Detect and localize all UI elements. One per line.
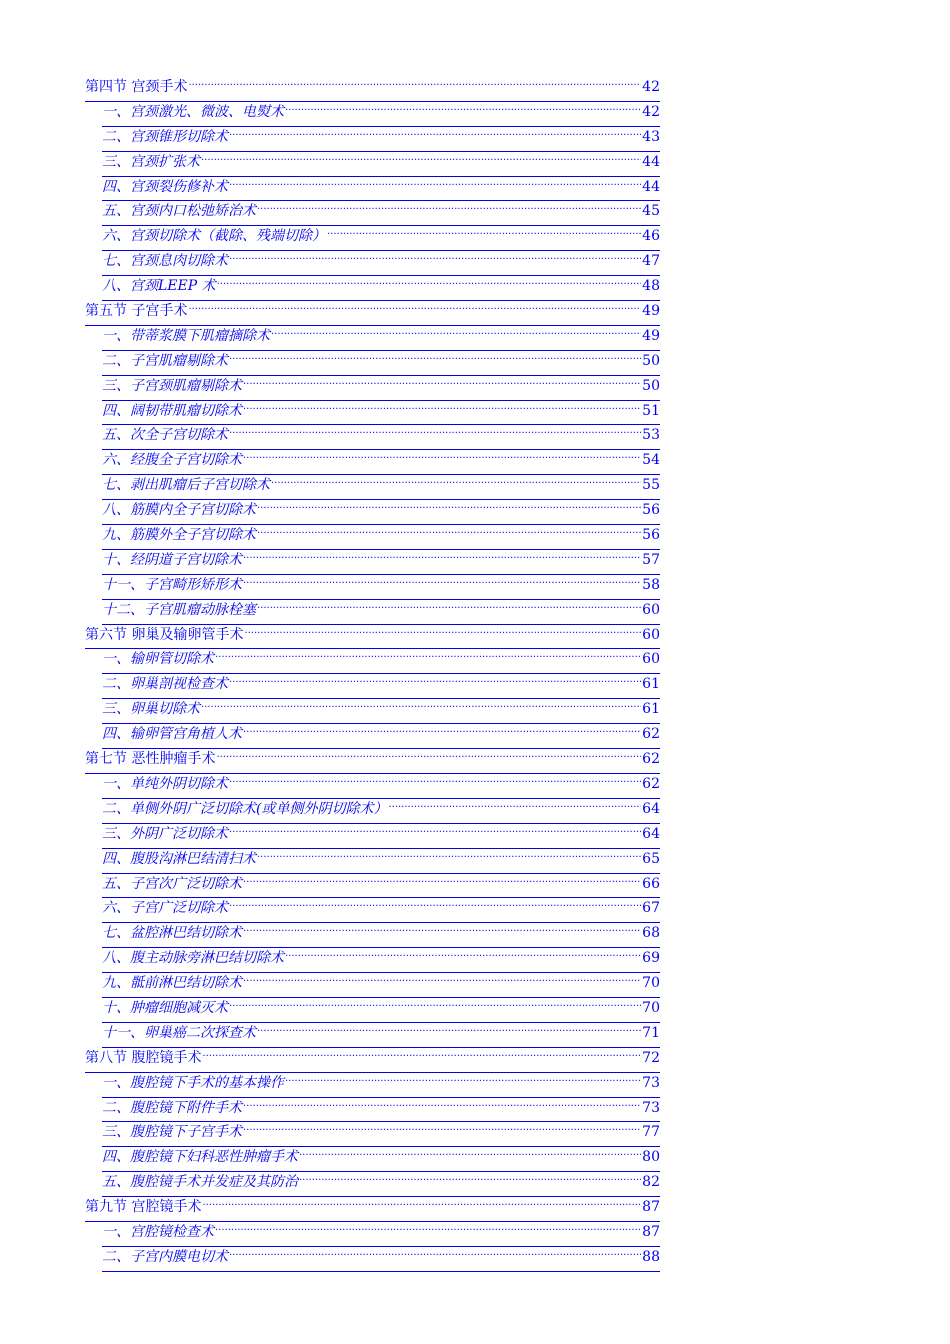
toc-item [85, 152, 660, 177]
toc-dot-leader [243, 450, 641, 464]
toc-item [85, 1172, 660, 1197]
toc-dot-leader [201, 699, 641, 713]
toc-subsection-link-38[interactable] [102, 1023, 660, 1048]
toc-item [85, 425, 660, 450]
toc-page-number: 49 [642, 303, 660, 320]
toc-dot-leader [243, 401, 641, 415]
toc-item [85, 874, 660, 899]
toc-subsection-link-12[interactable] [102, 376, 660, 401]
toc-item [85, 1048, 660, 1073]
toc-entry-title: 一、单纯外阴切除术 [102, 775, 228, 792]
toc-entry-title: 八、腹主动脉旁淋巴结切除术 [102, 950, 284, 967]
toc-subsection-link-6[interactable] [102, 226, 660, 251]
toc-entry-title: 一、带蒂浆膜下肌瘤摘除术 [102, 327, 270, 344]
toc-page-number: 64 [642, 800, 660, 817]
toc-item [85, 1222, 660, 1247]
toc-entry-title: 一、宫腔镜检查术 [102, 1223, 214, 1240]
toc-entry-title: 七、宫颈息肉切除术 [102, 253, 228, 270]
toc-page-number: 80 [642, 1149, 660, 1166]
toc-entry-title: 一、宫颈激光、微波、电熨术 [102, 103, 284, 120]
toc-dot-leader [257, 525, 641, 539]
toc-dot-leader [271, 475, 641, 489]
toc-item [85, 998, 660, 1023]
toc-page-number: 60 [642, 601, 660, 618]
toc-page-number: 56 [642, 527, 660, 544]
toc-page-number: 54 [642, 452, 660, 469]
toc-subsection-link-2[interactable] [102, 127, 660, 152]
table-of-contents [85, 77, 660, 1272]
toc-dot-leader [243, 923, 641, 937]
toc-item [85, 774, 660, 799]
toc-item [85, 1247, 660, 1272]
toc-item [85, 77, 660, 102]
toc-subsection-link-4[interactable] [102, 177, 660, 202]
toc-dot-leader [188, 77, 641, 91]
toc-page-number: 55 [642, 477, 660, 494]
toc-dot-leader [243, 874, 641, 888]
toc-page-number: 50 [642, 377, 660, 394]
toc-dot-leader [243, 575, 641, 589]
toc-page-number: 57 [642, 551, 660, 568]
toc-subsection-link-10[interactable] [102, 326, 660, 351]
toc-dot-leader [243, 724, 641, 738]
toc-subsection-link-47[interactable] [102, 1247, 660, 1272]
toc-page-number: 70 [642, 999, 660, 1016]
toc-subsection-link-14[interactable] [102, 425, 660, 450]
toc-section-link-0[interactable] [85, 77, 660, 102]
toc-page-number: 71 [642, 1024, 660, 1041]
toc-entry-title: 十一、卵巢癌二次探查术 [102, 1024, 256, 1041]
toc-item [85, 301, 660, 326]
toc-entry-title: 五、宫颈内口松弛矫治术 [102, 203, 256, 220]
toc-section-link-22[interactable] [85, 625, 660, 650]
toc-subsection-link-21[interactable] [102, 600, 660, 625]
toc-page-number: 88 [642, 1248, 660, 1265]
toc-entry-title: 七、盆腔淋巴结切除术 [102, 925, 242, 942]
toc-entry-title: 三、腹腔镜下子宫手术 [102, 1124, 242, 1141]
toc-entry-title: 六、子宫广泛切除术 [102, 900, 228, 917]
toc-dot-leader [229, 674, 641, 688]
toc-item [85, 948, 660, 973]
toc-dot-leader [229, 127, 641, 141]
toc-item [85, 575, 660, 600]
toc-entry-title: 五、子宫次广泛切除术 [102, 875, 242, 892]
toc-subsection-link-43[interactable] [102, 1147, 660, 1172]
toc-subsection-link-5[interactable] [102, 201, 660, 226]
toc-dot-leader [229, 774, 641, 788]
toc-subsection-link-42[interactable] [102, 1122, 660, 1147]
toc-dot-leader [229, 1247, 641, 1261]
toc-section-link-39[interactable] [85, 1048, 660, 1073]
toc-page-number: 62 [642, 751, 660, 768]
toc-item [85, 898, 660, 923]
toc-page-number: 87 [642, 1223, 660, 1240]
toc-subsection-link-16[interactable] [102, 475, 660, 500]
toc-entry-title: 十一、子宫畸形矫形术 [102, 576, 242, 593]
toc-page-number: 56 [642, 502, 660, 519]
toc-subsection-link-26[interactable] [102, 724, 660, 749]
toc-page-number: 48 [642, 278, 660, 295]
toc-subsection-link-25[interactable] [102, 699, 660, 724]
toc-subsection-link-8[interactable] [102, 276, 660, 301]
toc-item [85, 376, 660, 401]
toc-item [85, 724, 660, 749]
toc-dot-leader [243, 973, 641, 987]
toc-subsection-link-31[interactable] [102, 849, 660, 874]
toc-item [85, 326, 660, 351]
toc-item [85, 625, 660, 650]
toc-subsection-link-20[interactable] [102, 575, 660, 600]
toc-item [85, 1147, 660, 1172]
toc-page-number: 51 [642, 402, 660, 419]
toc-entry-title: 四、输卵管宫角植人术 [102, 726, 242, 743]
toc-subsection-link-30[interactable] [102, 824, 660, 849]
toc-dot-leader [327, 226, 641, 240]
toc-entry-title: 三、子宫颈肌瘤剔除术 [102, 377, 242, 394]
toc-entry-title: 第五节 子宫手术 [85, 303, 188, 320]
toc-subsection-link-1[interactable] [102, 102, 660, 127]
toc-page-number: 45 [642, 203, 660, 220]
toc-entry-title: 十二、子宫肌瘤动脉栓塞 [102, 601, 256, 618]
toc-item [85, 525, 660, 550]
toc-entry-title: 三、卵巢切除术 [102, 701, 200, 718]
toc-page-number: 44 [642, 153, 660, 170]
toc-subsection-link-44[interactable] [102, 1172, 660, 1197]
toc-subsection-link-46[interactable] [102, 1222, 660, 1247]
toc-subsection-link-41[interactable] [102, 1098, 660, 1123]
toc-item [85, 600, 660, 625]
toc-item [85, 550, 660, 575]
toc-entry-title: 第六节 卵巢及输卵管手术 [85, 626, 244, 643]
toc-dot-leader [229, 425, 641, 439]
toc-entry-title: 十、肿瘤细胞减灭术 [102, 999, 228, 1016]
toc-dot-leader [229, 351, 641, 365]
toc-page-number: 66 [642, 875, 660, 892]
toc-dot-leader [257, 201, 641, 215]
toc-page-number: 60 [642, 651, 660, 668]
toc-page-number: 46 [642, 228, 660, 245]
toc-dot-leader [285, 948, 641, 962]
toc-dot-leader [243, 1098, 641, 1112]
toc-item [85, 500, 660, 525]
toc-item [85, 674, 660, 699]
toc-subsection-link-7[interactable] [102, 251, 660, 276]
toc-item [85, 649, 660, 674]
toc-item [85, 177, 660, 202]
toc-item [85, 401, 660, 426]
toc-page-number: 50 [642, 352, 660, 369]
toc-page-number: 87 [642, 1199, 660, 1216]
toc-entry-title: 第七节 恶性肿瘤手术 [85, 751, 216, 768]
toc-dot-leader [271, 326, 641, 340]
toc-entry-title: 二、子宫内膜电切术 [102, 1248, 228, 1265]
toc-section-link-27[interactable] [85, 749, 660, 774]
toc-page-number: 43 [642, 128, 660, 145]
toc-item [85, 1023, 660, 1048]
toc-entry-title: 四、宫颈裂伤修补术 [102, 178, 228, 195]
toc-page-number: 42 [642, 103, 660, 120]
toc-page-number: 73 [642, 1074, 660, 1091]
toc-dot-leader [285, 102, 641, 116]
toc-subsection-link-37[interactable] [102, 998, 660, 1023]
toc-dot-leader [257, 500, 641, 514]
toc-item [85, 1073, 660, 1098]
toc-dot-leader [229, 251, 641, 265]
toc-entry-title: 一、腹腔镜下手术的基本操作 [102, 1074, 284, 1091]
toc-subsection-link-15[interactable] [102, 450, 660, 475]
toc-entry-title: 二、单侧外阴广泛切除术(或单侧外阴切除术） [102, 800, 388, 817]
toc-dot-leader [244, 625, 641, 639]
toc-page-number: 69 [642, 950, 660, 967]
toc-page-number: 61 [642, 701, 660, 718]
toc-entry-title: 三、宫颈扩张术 [102, 153, 200, 170]
toc-dot-leader [202, 1197, 641, 1211]
toc-subsection-link-29[interactable] [102, 799, 660, 824]
toc-item [85, 973, 660, 998]
toc-subsection-link-35[interactable] [102, 948, 660, 973]
toc-page-number: 73 [642, 1099, 660, 1116]
toc-page-number: 44 [642, 178, 660, 195]
toc-page-number: 82 [642, 1174, 660, 1191]
toc-subsection-link-28[interactable] [102, 774, 660, 799]
toc-item [85, 1098, 660, 1123]
toc-page-number: 68 [642, 925, 660, 942]
toc-entry-title: 五、次全子宫切除术 [102, 427, 228, 444]
toc-entry-title: 二、卵巢剖视检查术 [102, 676, 228, 693]
toc-entry-title: 第八节 腹腔镜手术 [85, 1049, 202, 1066]
toc-item [85, 699, 660, 724]
toc-item [85, 475, 660, 500]
toc-item [85, 251, 660, 276]
toc-subsection-link-18[interactable] [102, 525, 660, 550]
toc-dot-leader [299, 1147, 641, 1161]
toc-entry-title: 一、输卵管切除术 [102, 651, 214, 668]
toc-item [85, 849, 660, 874]
toc-page-number: 62 [642, 726, 660, 743]
toc-page-number: 53 [642, 427, 660, 444]
toc-item [85, 201, 660, 226]
toc-dot-leader [257, 600, 641, 614]
toc-entry-title: 四、腹腔镜下妇科恶性肿瘤手术 [102, 1149, 298, 1166]
toc-entry-title: 六、经腹全子宫切除术 [102, 452, 242, 469]
toc-page-number: 64 [642, 825, 660, 842]
toc-subsection-link-36[interactable] [102, 973, 660, 998]
toc-entry-title: 第四节 宫颈手术 [85, 79, 188, 95]
toc-entry-title: 三、外阴广泛切除术 [102, 825, 228, 842]
toc-entry-title: 五、腹腔镜手术并发症及其防治 [102, 1174, 298, 1191]
toc-page-number: 61 [642, 676, 660, 693]
toc-subsection-link-24[interactable] [102, 674, 660, 699]
toc-entry-title: 十、经阴道子宫切除术 [102, 551, 242, 568]
toc-entry-title: 四、阔韧带肌瘤切除术 [102, 402, 242, 419]
toc-entry-title: 第九节 宫腔镜手术 [85, 1199, 202, 1216]
toc-entry-title: 四、腹股沟淋巴结清扫术 [102, 850, 256, 867]
toc-entry-title: 二、腹腔镜下附件手术 [102, 1099, 242, 1116]
toc-item [85, 749, 660, 774]
toc-page-number: 67 [642, 900, 660, 917]
toc-dot-leader [229, 998, 641, 1012]
toc-subsection-link-40[interactable] [102, 1073, 660, 1098]
toc-section-link-45[interactable] [85, 1197, 660, 1222]
toc-item [85, 127, 660, 152]
toc-dot-leader [217, 276, 642, 290]
toc-dot-leader [243, 1122, 641, 1136]
toc-item [85, 351, 660, 376]
toc-item [85, 824, 660, 849]
toc-subsection-link-23[interactable] [102, 649, 660, 674]
toc-item [85, 450, 660, 475]
toc-entry-title: 八、宫颈LEEP 术 [102, 278, 216, 295]
toc-item [85, 799, 660, 824]
toc-subsection-link-13[interactable] [102, 401, 660, 426]
toc-subsection-link-11[interactable] [102, 351, 660, 376]
toc-dot-leader [215, 1222, 641, 1236]
toc-dot-leader [229, 898, 641, 912]
toc-dot-leader [229, 177, 641, 191]
toc-dot-leader [201, 152, 641, 166]
toc-entry-title: 八、筋膜内全子宫切除术 [102, 502, 256, 519]
toc-dot-leader [243, 376, 641, 390]
toc-page-number: 72 [642, 1049, 660, 1066]
toc-dot-leader [257, 1023, 641, 1037]
toc-section-link-9[interactable] [85, 301, 660, 326]
toc-dot-leader [188, 301, 641, 315]
toc-entry-title: 九、筋膜外全子宫切除术 [102, 527, 256, 544]
toc-page-number: 47 [642, 253, 660, 270]
toc-subsection-link-17[interactable] [102, 500, 660, 525]
toc-item [85, 102, 660, 127]
toc-dot-leader [299, 1172, 641, 1186]
toc-subsection-link-3[interactable] [102, 152, 660, 177]
toc-item [85, 1197, 660, 1222]
toc-page-number: 42 [642, 79, 660, 95]
toc-entry-title: 七、剥出肌瘤后子宫切除术 [102, 477, 270, 494]
toc-dot-leader [243, 550, 641, 564]
toc-item [85, 276, 660, 301]
toc-subsection-link-34[interactable] [102, 923, 660, 948]
toc-page-number: 58 [642, 576, 660, 593]
toc-page-number: 49 [642, 327, 660, 344]
toc-dot-leader [216, 749, 641, 763]
toc-item [85, 226, 660, 251]
toc-entry-title: 九、骶前淋巴结切除术 [102, 975, 242, 992]
toc-dot-leader [215, 649, 641, 663]
toc-entry-title: 六、宫颈切除术（截除、残端切除） [102, 228, 326, 245]
toc-item [85, 923, 660, 948]
toc-page-number: 62 [642, 775, 660, 792]
toc-dot-leader [257, 849, 641, 863]
toc-page-number: 60 [642, 626, 660, 643]
toc-subsection-link-33[interactable] [102, 898, 660, 923]
toc-dot-leader [285, 1073, 641, 1087]
toc-dot-leader [388, 799, 641, 813]
toc-item [85, 1122, 660, 1147]
toc-entry-title: 二、宫颈锥形切除术 [102, 128, 228, 145]
toc-dot-leader [202, 1048, 641, 1062]
toc-entry-title: 二、子宫肌瘤剔除术 [102, 352, 228, 369]
toc-subsection-link-19[interactable] [102, 550, 660, 575]
toc-page-number: 70 [642, 975, 660, 992]
toc-subsection-link-32[interactable] [102, 874, 660, 899]
toc-dot-leader [229, 824, 641, 838]
toc-page-number: 65 [642, 850, 660, 867]
toc-page-number: 77 [642, 1124, 660, 1141]
